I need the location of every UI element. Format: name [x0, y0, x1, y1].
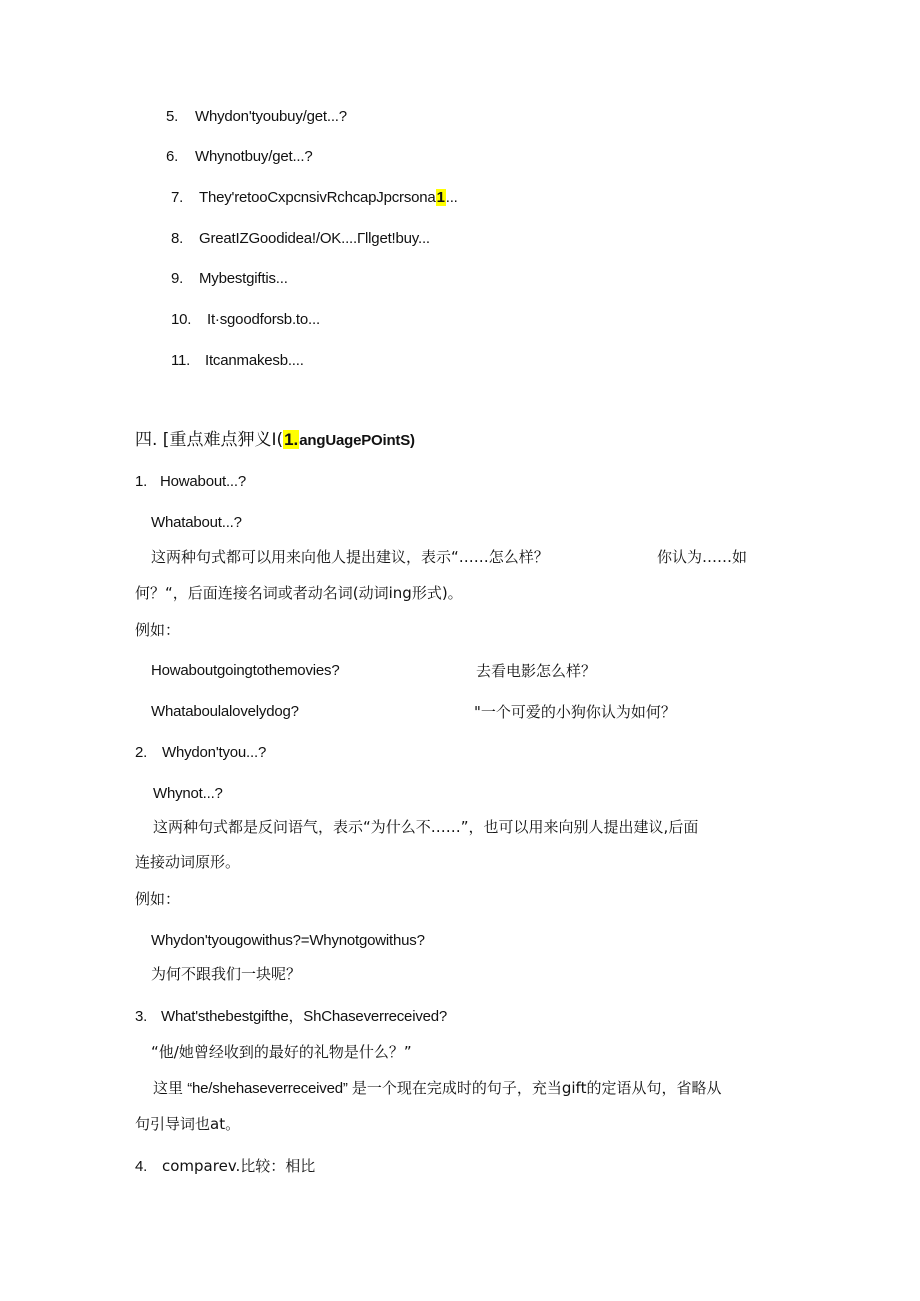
example-zh: 去看电影怎么样？ — [476, 662, 597, 680]
example-zh: "一个可爱的小狗你认为如何？ — [474, 703, 676, 721]
paragraph: 连接动词原形。 — [135, 853, 241, 871]
paragraph: 这两种句式都可以用来向他人提出建议，表示“……怎么样？ — [151, 548, 549, 566]
list-item: 6. Whynotbuy/get...? — [166, 148, 313, 165]
translation: “他/她曾经收到的最好的礼物是什么？” — [151, 1043, 412, 1061]
point-title: 3. What'sthebestgifthe，ShChaseverreceived? — [135, 1008, 448, 1025]
paragraph: 何？“，后面连接名词或者动名词(动词ing形式)。 — [135, 584, 463, 602]
list-item: 11. Itcanmakesb.... — [171, 352, 304, 369]
list-item: 9. Mybestgiftis... — [171, 270, 288, 287]
paragraph: 这里 “he/shehaseverreceived” 是一个现在完成时的句子，充当gift的定语从句，省略从 — [153, 1079, 722, 1097]
example-en: Whataboulalovelydog? — [151, 703, 299, 720]
highlight-mark: 1. — [284, 430, 299, 449]
point-alt: Whynot...? — [153, 785, 223, 802]
example-en: Whydon'tyougowithus?=Whynotgowithus? — [151, 932, 425, 949]
section-heading: 四. [重点难点狎义I(1.angUagePOintS) — [135, 430, 415, 450]
paragraph: 这两种句式都是反问语气，表示“为什么不……”，也可以用来向别人提出建议,后面 — [153, 818, 699, 836]
example-label: 例如： — [135, 890, 181, 908]
paragraph: 你认为……如 — [657, 548, 748, 566]
list-item: 5. Whydon'tyoubuy/get...? — [166, 108, 347, 125]
point-title: 1. Howabout...? — [135, 473, 246, 490]
example-en: Howaboutgoingtothemovies? — [151, 662, 340, 679]
example-label: 例如： — [135, 621, 181, 639]
point-title: 2. Whydon'tyou...? — [135, 744, 267, 761]
list-item: 10. It·sgoodforsb.to... — [171, 311, 320, 328]
example-zh: 为何不跟我们一块呢？ — [151, 965, 302, 983]
paragraph: 句引导词也at。 — [135, 1115, 241, 1133]
list-item: 7. They'retooCxpcnsivRchcapJpcrsona1... — [171, 189, 458, 206]
list-item: 8. GreatIZGoodidea!/OK....Γllget!buy... — [171, 230, 430, 247]
point-title: 4. comparev.比较：相比 — [135, 1157, 316, 1175]
point-alt: Whatabout...? — [151, 514, 242, 531]
highlight-mark: 1 — [436, 189, 445, 206]
